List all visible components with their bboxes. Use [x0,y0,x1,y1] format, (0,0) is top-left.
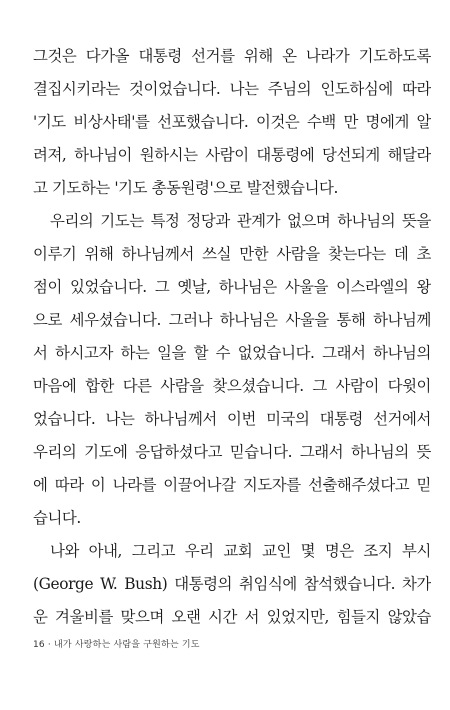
body-line: 에 따라 이 나라를 이끌어나갈 지도자를 선출해주셨다고 믿 [33,476,431,494]
body-line: 나와 아내, 그리고 우리 교회 교인 몇 명은 조지 부시 [50,542,431,560]
body-line: '기도 비상사태'를 선포했습니다. 이것은 수백 만 명에게 알 [33,113,431,131]
body-line: 으로 세우셨습니다. 그러나 하나님은 사울을 통해 하나님께 [33,311,431,329]
body-line: 이루기 위해 하나님께서 쓰실 만한 사람을 찾는다는 데 초 [33,245,431,263]
body-line: 우리의 기도는 특정 정당과 관계가 없으며 하나님의 뜻을 [50,212,431,230]
body-line: 결집시키라는 것이었습니다. 나는 주님의 인도하심에 따라 [33,80,431,98]
body-line: 었습니다. 나는 하나님께서 이번 미국의 대통령 선거에서 [33,410,431,428]
body-line: 운 겨울비를 맞으며 오랜 시간 서 있었지만, 힘들지 않았습 [33,608,431,626]
body-line: (George W. Bush) 대통령의 취임식에 참석했습니다. 차가 [33,575,431,593]
body-line: 려져, 하나님이 원하시는 사람이 대통령에 당선되게 해달라 [33,146,431,164]
body-line: 서 하시고자 하는 일을 할 수 없었습니다. 그래서 하나님의 [33,344,431,362]
body-line: 그것은 다가올 대통령 선거를 위해 온 나라가 기도하도록 [33,47,431,65]
body-line: 우리의 기도에 응답하셨다고 믿습니다. 그래서 하나님의 뜻 [33,443,431,461]
body-line: 점이 있었습니다. 그 옛날, 하나님은 사울을 이스라엘의 왕 [33,278,431,296]
body-line: 고 기도하는 '기도 총동원령'으로 발전했습니다. [33,179,339,197]
page-footer: 16 · 내가 사랑하는 사람을 구원하는 기도 [33,640,200,650]
body-line: 습니다. [33,509,81,527]
body-line: 마음에 합한 다른 사람을 찾으셨습니다. 그 사람이 다윗이 [33,377,431,395]
